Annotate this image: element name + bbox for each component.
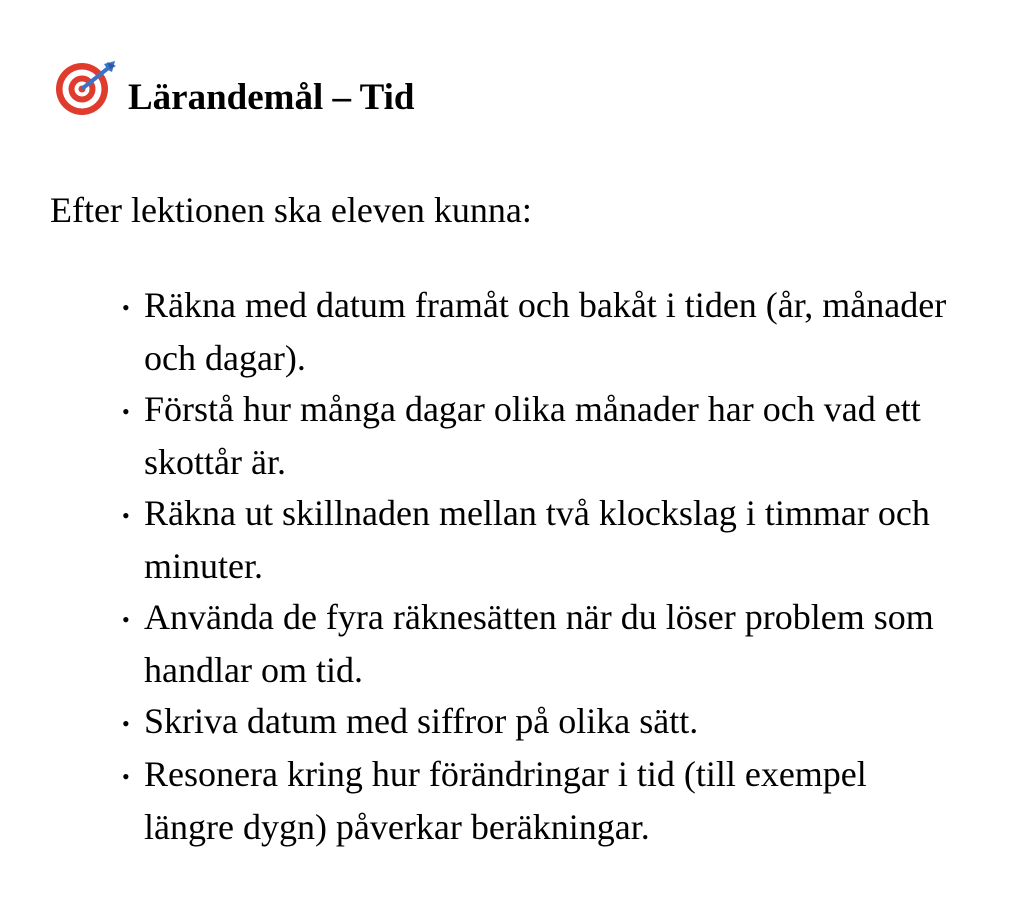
list-item [104,488,964,592]
list-item [104,592,964,696]
goal-text: Räkna med datum framåt och bakåt i tiden (år, månader och dagar). [144,285,947,378]
goal-text: Använda de fyra räknesätten när du löser problem som handlar om tid. [144,597,934,690]
bullet-icon: • [122,607,130,632]
list-item [104,749,964,853]
goal-text: Förstå hur många dagar olika månader har och vad ett skottår är. [144,389,921,482]
section-heading [52,56,414,118]
list-item [104,280,964,384]
intro-text: Efter lektionen ska eleven kunna: [50,190,532,230]
list-item [104,384,964,488]
page-title: Lärandemål – Tid [128,77,415,118]
bullet-icon: • [122,503,130,528]
goal-text: Resonera kring hur förändringar i tid (till exempel längre dygn) påverkar beräkningar. [144,754,867,847]
goal-text: Räkna ut skillnaden mellan två klockslag i timmar och minuter. [144,493,930,586]
bullet-icon: • [122,399,130,424]
bullet-icon: • [122,764,130,789]
learning-goals-list [104,280,964,853]
target-icon [52,56,118,118]
list-item [104,696,964,749]
goal-text: Skriva datum med siffror på olika sätt. [144,701,699,741]
bullet-icon: • [122,295,130,320]
bullet-icon: • [122,711,130,736]
